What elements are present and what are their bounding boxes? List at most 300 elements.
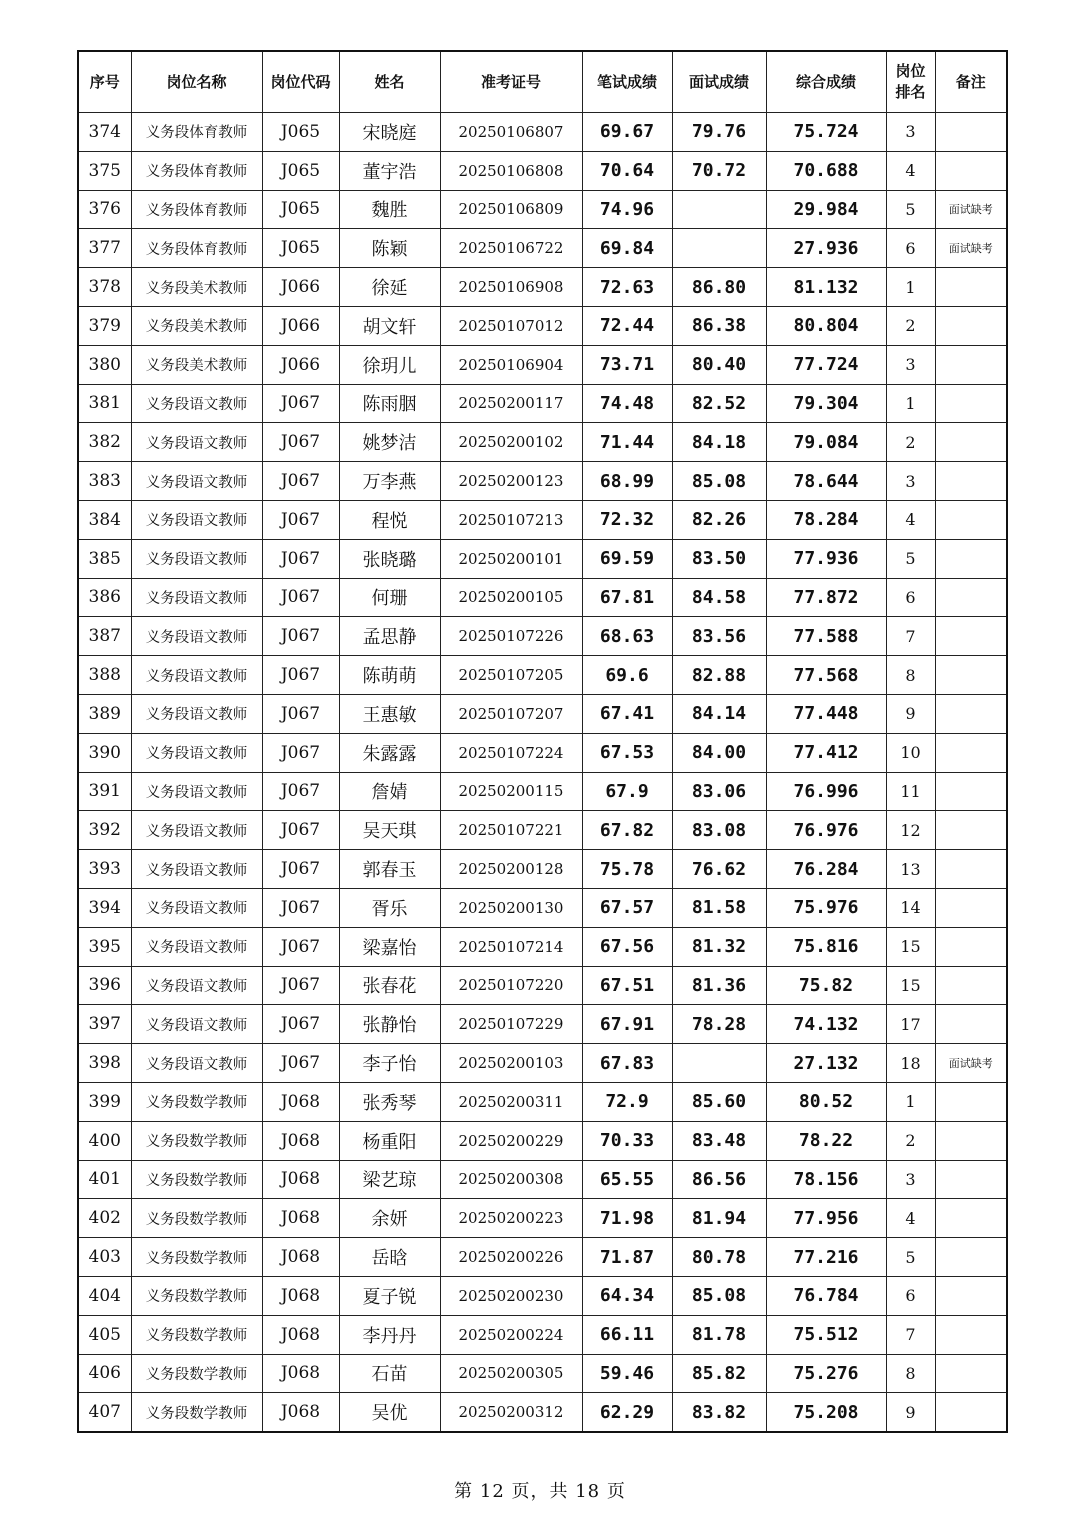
cell-note — [935, 1276, 1007, 1315]
cell-written-score: 69.6 — [582, 656, 672, 695]
table-row — [78, 1354, 1007, 1393]
cell-note — [935, 850, 1007, 889]
cell-rank: 15 — [886, 966, 935, 1005]
cell-total-score: 74.132 — [766, 1005, 886, 1044]
cell-rank: 11 — [886, 772, 935, 811]
header-seq: 序号 — [78, 51, 131, 113]
cell-total-score: 76.976 — [766, 811, 886, 850]
table-row — [78, 1121, 1007, 1160]
cell-seq: 387 — [78, 617, 131, 656]
cell-total-score: 75.82 — [766, 966, 886, 1005]
table-row — [78, 617, 1007, 656]
table-row — [78, 578, 1007, 617]
cell-post-name: 义务段语文教师 — [131, 1005, 262, 1044]
cell-post-name: 义务段语文教师 — [131, 888, 262, 927]
cell-total-score: 80.52 — [766, 1082, 886, 1121]
cell-total-score: 77.872 — [766, 578, 886, 617]
cell-exam-no: 20250200311 — [440, 1082, 582, 1121]
cell-seq: 395 — [78, 927, 131, 966]
cell-interview-score: 83.08 — [672, 811, 766, 850]
cell-interview-score: 80.40 — [672, 345, 766, 384]
cell-note — [935, 423, 1007, 462]
cell-exam-no: 20250106904 — [440, 345, 582, 384]
cell-post-name: 义务段语文教师 — [131, 733, 262, 772]
table-row — [78, 1393, 1007, 1432]
cell-total-score: 78.644 — [766, 462, 886, 501]
cell-post-code: J068 — [262, 1354, 339, 1393]
cell-note — [935, 578, 1007, 617]
cell-written-score: 67.53 — [582, 733, 672, 772]
cell-name: 吴优 — [339, 1393, 440, 1432]
cell-written-score: 70.33 — [582, 1121, 672, 1160]
cell-written-score: 68.63 — [582, 617, 672, 656]
cell-seq: 391 — [78, 772, 131, 811]
cell-seq: 382 — [78, 423, 131, 462]
cell-written-score: 64.34 — [582, 1276, 672, 1315]
cell-name: 岳晗 — [339, 1238, 440, 1277]
cell-exam-no: 20250107012 — [440, 306, 582, 345]
score-table — [77, 50, 1008, 1433]
cell-interview-score: 86.38 — [672, 306, 766, 345]
cell-post-name: 义务段语文教师 — [131, 617, 262, 656]
cell-post-code: J067 — [262, 850, 339, 889]
cell-rank: 2 — [886, 1121, 935, 1160]
cell-name: 徐延 — [339, 268, 440, 307]
cell-post-name: 义务段语文教师 — [131, 539, 262, 578]
cell-post-name: 义务段体育教师 — [131, 113, 262, 152]
header-total: 综合成绩 — [766, 51, 886, 113]
cell-post-name: 义务段语文教师 — [131, 500, 262, 539]
cell-exam-no: 20250200226 — [440, 1238, 582, 1277]
cell-written-score: 67.56 — [582, 927, 672, 966]
cell-post-code: J067 — [262, 1044, 339, 1083]
score-sheet — [77, 50, 1006, 1433]
cell-post-code: J065 — [262, 229, 339, 268]
cell-exam-no: 20250200224 — [440, 1315, 582, 1354]
cell-exam-no: 20250200101 — [440, 539, 582, 578]
cell-total-score: 77.568 — [766, 656, 886, 695]
cell-name: 张静怡 — [339, 1005, 440, 1044]
cell-total-score: 75.976 — [766, 888, 886, 927]
cell-name: 胥乐 — [339, 888, 440, 927]
cell-written-score: 59.46 — [582, 1354, 672, 1393]
cell-interview-score: 83.82 — [672, 1393, 766, 1432]
cell-interview-score: 86.56 — [672, 1160, 766, 1199]
cell-post-code: J067 — [262, 500, 339, 539]
cell-name: 陈雨胭 — [339, 384, 440, 423]
cell-post-name: 义务段语文教师 — [131, 423, 262, 462]
cell-total-score: 80.804 — [766, 306, 886, 345]
cell-note — [935, 927, 1007, 966]
cell-post-code: J067 — [262, 927, 339, 966]
cell-written-score: 67.41 — [582, 694, 672, 733]
cell-name: 余妍 — [339, 1199, 440, 1238]
cell-written-score: 74.48 — [582, 384, 672, 423]
cell-total-score: 29.984 — [766, 190, 886, 229]
cell-note — [935, 462, 1007, 501]
cell-written-score: 69.59 — [582, 539, 672, 578]
cell-post-name: 义务段数学教师 — [131, 1121, 262, 1160]
cell-name: 李丹丹 — [339, 1315, 440, 1354]
cell-seq: 374 — [78, 113, 131, 152]
cell-written-score: 67.9 — [582, 772, 672, 811]
cell-rank: 1 — [886, 268, 935, 307]
cell-rank: 5 — [886, 539, 935, 578]
cell-total-score: 27.936 — [766, 229, 886, 268]
cell-written-score: 73.71 — [582, 345, 672, 384]
cell-total-score: 75.208 — [766, 1393, 886, 1432]
cell-post-code: J067 — [262, 888, 339, 927]
cell-rank: 3 — [886, 462, 935, 501]
cell-post-name: 义务段语文教师 — [131, 927, 262, 966]
cell-name: 徐玥儿 — [339, 345, 440, 384]
table-row — [78, 190, 1007, 229]
cell-post-code: J068 — [262, 1315, 339, 1354]
table-row — [78, 772, 1007, 811]
cell-name: 董宇浩 — [339, 151, 440, 190]
cell-seq: 380 — [78, 345, 131, 384]
cell-post-name: 义务段语文教师 — [131, 850, 262, 889]
cell-seq: 393 — [78, 850, 131, 889]
cell-exam-no: 20250107207 — [440, 694, 582, 733]
cell-post-name: 义务段数学教师 — [131, 1393, 262, 1432]
cell-post-name: 义务段美术教师 — [131, 345, 262, 384]
cell-post-name: 义务段语文教师 — [131, 1044, 262, 1083]
table-header — [78, 51, 1007, 113]
cell-exam-no: 20250200130 — [440, 888, 582, 927]
cell-note — [935, 1005, 1007, 1044]
cell-note — [935, 539, 1007, 578]
cell-rank: 2 — [886, 306, 935, 345]
cell-rank: 9 — [886, 694, 935, 733]
cell-interview-score — [672, 229, 766, 268]
cell-name: 张春花 — [339, 966, 440, 1005]
cell-note — [935, 384, 1007, 423]
cell-rank: 3 — [886, 113, 935, 152]
cell-exam-no: 20250107229 — [440, 1005, 582, 1044]
cell-interview-score: 70.72 — [672, 151, 766, 190]
cell-name: 梁艺琼 — [339, 1160, 440, 1199]
cell-rank: 8 — [886, 656, 935, 695]
cell-post-code: J065 — [262, 190, 339, 229]
cell-post-code: J067 — [262, 384, 339, 423]
header-row — [78, 51, 1007, 113]
cell-note — [935, 888, 1007, 927]
cell-written-score: 71.87 — [582, 1238, 672, 1277]
header-name: 姓名 — [339, 51, 440, 113]
header-rank — [886, 51, 935, 113]
cell-rank: 5 — [886, 1238, 935, 1277]
cell-exam-no: 20250200223 — [440, 1199, 582, 1238]
cell-name: 梁嘉怡 — [339, 927, 440, 966]
cell-note — [935, 1315, 1007, 1354]
cell-note — [935, 1121, 1007, 1160]
cell-written-score: 74.96 — [582, 190, 672, 229]
cell-note: 面试缺考 — [935, 229, 1007, 268]
cell-post-code: J067 — [262, 578, 339, 617]
cell-total-score: 81.132 — [766, 268, 886, 307]
cell-post-name: 义务段语文教师 — [131, 811, 262, 850]
cell-interview-score: 85.82 — [672, 1354, 766, 1393]
cell-post-code: J068 — [262, 1121, 339, 1160]
cell-post-code: J067 — [262, 1005, 339, 1044]
cell-seq: 384 — [78, 500, 131, 539]
cell-name: 石苗 — [339, 1354, 440, 1393]
cell-seq: 378 — [78, 268, 131, 307]
cell-exam-no: 20250200230 — [440, 1276, 582, 1315]
table-row — [78, 113, 1007, 152]
cell-rank: 3 — [886, 345, 935, 384]
cell-rank: 5 — [886, 190, 935, 229]
cell-note: 面试缺考 — [935, 1044, 1007, 1083]
cell-interview-score: 83.50 — [672, 539, 766, 578]
cell-exam-no: 20250106722 — [440, 229, 582, 268]
cell-exam-no: 20250107224 — [440, 733, 582, 772]
table-row — [78, 229, 1007, 268]
cell-written-score: 67.81 — [582, 578, 672, 617]
cell-written-score: 67.51 — [582, 966, 672, 1005]
cell-interview-score: 86.80 — [672, 268, 766, 307]
cell-post-name: 义务段语文教师 — [131, 656, 262, 695]
cell-post-code: J066 — [262, 345, 339, 384]
table-row — [78, 694, 1007, 733]
table-row — [78, 733, 1007, 772]
cell-total-score: 77.412 — [766, 733, 886, 772]
cell-rank: 14 — [886, 888, 935, 927]
cell-post-name: 义务段语文教师 — [131, 578, 262, 617]
cell-post-name: 义务段语文教师 — [131, 462, 262, 501]
table-row — [78, 811, 1007, 850]
cell-exam-no: 20250200312 — [440, 1393, 582, 1432]
cell-note — [935, 772, 1007, 811]
cell-name: 杨重阳 — [339, 1121, 440, 1160]
cell-name: 魏胜 — [339, 190, 440, 229]
cell-post-name: 义务段数学教师 — [131, 1238, 262, 1277]
cell-exam-no: 20250200102 — [440, 423, 582, 462]
cell-post-name: 义务段语文教师 — [131, 772, 262, 811]
cell-seq: 397 — [78, 1005, 131, 1044]
cell-rank: 8 — [886, 1354, 935, 1393]
cell-note — [935, 1393, 1007, 1432]
cell-rank: 10 — [886, 733, 935, 772]
cell-rank: 7 — [886, 617, 935, 656]
cell-seq: 396 — [78, 966, 131, 1005]
cell-seq: 388 — [78, 656, 131, 695]
cell-exam-no: 20250106809 — [440, 190, 582, 229]
cell-note — [935, 966, 1007, 1005]
cell-post-name: 义务段美术教师 — [131, 306, 262, 345]
cell-interview-score: 81.94 — [672, 1199, 766, 1238]
cell-total-score: 78.22 — [766, 1121, 886, 1160]
cell-note — [935, 617, 1007, 656]
cell-exam-no: 20250107226 — [440, 617, 582, 656]
table-row — [78, 306, 1007, 345]
cell-post-code: J067 — [262, 694, 339, 733]
cell-total-score: 76.784 — [766, 1276, 886, 1315]
cell-total-score: 27.132 — [766, 1044, 886, 1083]
table-row — [78, 500, 1007, 539]
table-body — [78, 113, 1007, 1433]
cell-rank: 12 — [886, 811, 935, 850]
cell-seq: 398 — [78, 1044, 131, 1083]
cell-post-name: 义务段数学教师 — [131, 1160, 262, 1199]
table-row — [78, 1160, 1007, 1199]
cell-interview-score: 83.56 — [672, 617, 766, 656]
table-row — [78, 1005, 1007, 1044]
cell-interview-score: 83.06 — [672, 772, 766, 811]
cell-total-score: 75.276 — [766, 1354, 886, 1393]
cell-post-name: 义务段语文教师 — [131, 966, 262, 1005]
table-row — [78, 1082, 1007, 1121]
cell-written-score: 72.9 — [582, 1082, 672, 1121]
cell-note — [935, 1160, 1007, 1199]
cell-total-score: 77.936 — [766, 539, 886, 578]
cell-written-score: 69.67 — [582, 113, 672, 152]
cell-total-score: 77.724 — [766, 345, 886, 384]
cell-total-score: 70.688 — [766, 151, 886, 190]
cell-post-code: J065 — [262, 151, 339, 190]
cell-post-code: J068 — [262, 1276, 339, 1315]
cell-name: 朱露露 — [339, 733, 440, 772]
table-row — [78, 1044, 1007, 1083]
cell-post-name: 义务段语文教师 — [131, 694, 262, 733]
cell-exam-no: 20250200128 — [440, 850, 582, 889]
cell-note — [935, 733, 1007, 772]
cell-seq: 379 — [78, 306, 131, 345]
cell-note — [935, 500, 1007, 539]
cell-name: 张晓璐 — [339, 539, 440, 578]
cell-post-code: J066 — [262, 306, 339, 345]
cell-exam-no: 20250200308 — [440, 1160, 582, 1199]
cell-interview-score: 84.00 — [672, 733, 766, 772]
cell-total-score: 78.156 — [766, 1160, 886, 1199]
table-row — [78, 927, 1007, 966]
cell-interview-score: 85.08 — [672, 1276, 766, 1315]
cell-post-name: 义务段美术教师 — [131, 268, 262, 307]
cell-note — [935, 268, 1007, 307]
page-footer: 第 12 页，共 18 页 — [454, 1481, 626, 1502]
cell-seq: 389 — [78, 694, 131, 733]
cell-seq: 402 — [78, 1199, 131, 1238]
cell-seq: 403 — [78, 1238, 131, 1277]
cell-total-score: 76.996 — [766, 772, 886, 811]
cell-post-code: J067 — [262, 811, 339, 850]
cell-name: 张秀琴 — [339, 1082, 440, 1121]
cell-interview-score: 85.60 — [672, 1082, 766, 1121]
cell-rank: 17 — [886, 1005, 935, 1044]
cell-total-score: 77.448 — [766, 694, 886, 733]
cell-interview-score: 79.76 — [672, 113, 766, 152]
cell-post-name: 义务段数学教师 — [131, 1276, 262, 1315]
cell-rank: 1 — [886, 1082, 935, 1121]
cell-written-score: 67.57 — [582, 888, 672, 927]
cell-seq: 407 — [78, 1393, 131, 1432]
cell-written-score: 71.98 — [582, 1199, 672, 1238]
table-row — [78, 384, 1007, 423]
cell-note — [935, 1354, 1007, 1393]
cell-interview-score: 82.26 — [672, 500, 766, 539]
cell-interview-score — [672, 190, 766, 229]
cell-post-code: J068 — [262, 1082, 339, 1121]
cell-written-score: 65.55 — [582, 1160, 672, 1199]
cell-interview-score: 76.62 — [672, 850, 766, 889]
cell-written-score: 66.11 — [582, 1315, 672, 1354]
header-note: 备注 — [935, 51, 1007, 113]
cell-note — [935, 656, 1007, 695]
cell-interview-score: 83.48 — [672, 1121, 766, 1160]
header-post-name: 岗位名称 — [131, 51, 262, 113]
cell-post-name: 义务段数学教师 — [131, 1315, 262, 1354]
cell-seq: 377 — [78, 229, 131, 268]
cell-seq: 406 — [78, 1354, 131, 1393]
cell-exam-no: 20250106908 — [440, 268, 582, 307]
header-post-code: 岗位代码 — [262, 51, 339, 113]
table-row — [78, 1315, 1007, 1354]
cell-total-score: 77.956 — [766, 1199, 886, 1238]
cell-exam-no: 20250200123 — [440, 462, 582, 501]
cell-exam-no: 20250200105 — [440, 578, 582, 617]
cell-seq: 375 — [78, 151, 131, 190]
cell-note — [935, 694, 1007, 733]
cell-interview-score: 81.32 — [672, 927, 766, 966]
cell-post-code: J067 — [262, 423, 339, 462]
table-row — [78, 888, 1007, 927]
cell-total-score: 75.724 — [766, 113, 886, 152]
header-exam-no: 准考证号 — [440, 51, 582, 113]
cell-post-name: 义务段体育教师 — [131, 190, 262, 229]
cell-name: 王惠敏 — [339, 694, 440, 733]
cell-exam-no: 20250107205 — [440, 656, 582, 695]
header-written: 笔试成绩 — [582, 51, 672, 113]
cell-rank: 6 — [886, 1276, 935, 1315]
cell-rank: 6 — [886, 229, 935, 268]
cell-written-score: 68.99 — [582, 462, 672, 501]
cell-post-code: J067 — [262, 617, 339, 656]
cell-rank: 7 — [886, 1315, 935, 1354]
cell-exam-no: 20250106807 — [440, 113, 582, 152]
cell-interview-score: 85.08 — [672, 462, 766, 501]
cell-name: 郭春玉 — [339, 850, 440, 889]
cell-rank: 3 — [886, 1160, 935, 1199]
table-row — [78, 151, 1007, 190]
cell-interview-score: 81.78 — [672, 1315, 766, 1354]
cell-written-score: 70.64 — [582, 151, 672, 190]
cell-written-score: 71.44 — [582, 423, 672, 462]
cell-rank: 6 — [886, 578, 935, 617]
cell-interview-score: 82.88 — [672, 656, 766, 695]
cell-exam-no: 20250200117 — [440, 384, 582, 423]
cell-interview-score: 78.28 — [672, 1005, 766, 1044]
cell-seq: 405 — [78, 1315, 131, 1354]
cell-post-code: J068 — [262, 1160, 339, 1199]
cell-seq: 376 — [78, 190, 131, 229]
cell-post-name: 义务段体育教师 — [131, 151, 262, 190]
cell-post-code: J067 — [262, 462, 339, 501]
cell-rank: 4 — [886, 500, 935, 539]
table-row — [78, 656, 1007, 695]
cell-total-score: 76.284 — [766, 850, 886, 889]
cell-note — [935, 151, 1007, 190]
cell-seq: 381 — [78, 384, 131, 423]
cell-exam-no: 20250200115 — [440, 772, 582, 811]
cell-name: 陈颖 — [339, 229, 440, 268]
cell-written-score: 67.83 — [582, 1044, 672, 1083]
cell-name: 何珊 — [339, 578, 440, 617]
cell-written-score: 75.78 — [582, 850, 672, 889]
cell-seq: 392 — [78, 811, 131, 850]
cell-post-code: J068 — [262, 1238, 339, 1277]
cell-name: 程悦 — [339, 500, 440, 539]
